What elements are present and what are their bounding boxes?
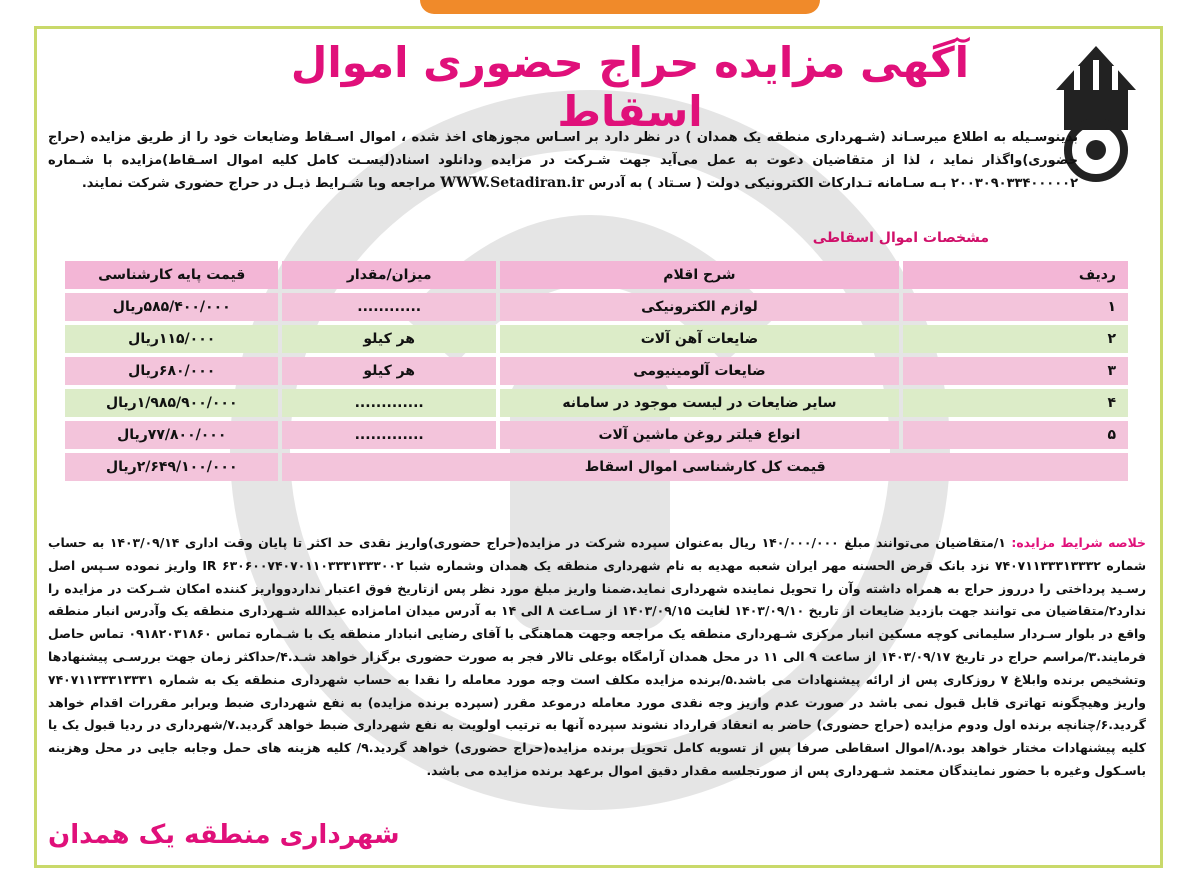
total-value: ۲/۶۴۹/۱۰۰/۰۰۰ریال — [65, 453, 278, 481]
table-row — [65, 357, 1128, 385]
table-row — [65, 325, 1128, 353]
row-price: ۵۸۵/۴۰۰/۰۰۰ریال — [65, 293, 278, 321]
table-header-row — [65, 261, 1128, 289]
row-quantity: هر کیلو — [282, 357, 495, 385]
row-quantity: ............. — [282, 389, 495, 417]
row-description: لوازم الکترونیکی — [500, 293, 899, 321]
top-decoration — [420, 0, 820, 14]
setadiran-link[interactable]: WWW.Setadiran.ir — [440, 175, 584, 191]
table-row — [65, 293, 1128, 321]
conditions-paragraph — [48, 532, 1146, 783]
row-quantity: ............. — [282, 421, 495, 449]
row-description: انواع فیلتر روغن ماشین آلات — [500, 421, 899, 449]
header-row-number: ردیف — [903, 261, 1128, 289]
conditions-label: خلاصه شرایط مزایده: — [1011, 535, 1146, 550]
row-price: ۶۸۰/۰۰۰ریال — [65, 357, 278, 385]
row-price: ۱/۹۸۵/۹۰۰/۰۰۰ریال — [65, 389, 278, 417]
row-quantity: ............ — [282, 293, 495, 321]
total-row — [65, 453, 1128, 481]
row-quantity: هر کیلو — [282, 325, 495, 353]
items-table — [61, 257, 1132, 485]
table-row — [65, 421, 1128, 449]
row-number: ۴ — [903, 389, 1128, 417]
row-description: ضایعات آهن آلات — [500, 325, 899, 353]
row-number: ۳ — [903, 357, 1128, 385]
row-number: ۵ — [903, 421, 1128, 449]
total-label: قیمت کل کارشناسی اموال اسقاط — [282, 453, 1128, 481]
row-number: ۱ — [903, 293, 1128, 321]
conditions-text: ۱/متقاضیان می‌توانند مبلغ ۱۴۰/۰۰۰/۰۰۰ ریال به‌عنوان سپرده شرکت در مزایده(حراج حضوری)واریز نقدی حد اکثر تا پایان وقت اداری ۱۴۰۳/۰۹/۱۴ به حساب شماره ۷۴۰۷۱۱۳۳۳۱۳۳۳۲ نزد بانک قرض الحسنه مهر ایران شعبه مهدیه به نام شهرداری منطقه یک همدان وشماره شبا IR ۶۳۰۶۰۰۷۴۰۷۰۱۱۰۳۳۳۱۳۳۳۰۰۲ واریز نموده سـپس اصل رسـید پرداختی را درروز حراج به همراه داشته وآن را تحویل نماینده شهرداری نماید.ضمنا واریز مبلغ مورد نظر پس ازتاریخ فوق اعتبار نداردوواریز کننده امکان شـرکت در مزایده را ندارد۲/متقاضیان می توانند جهت بازدید ضایعات از تاریخ ۱۴۰۳/۰۹/۱۰ لغایت ۱۴۰۳/۰۹/۱۵ از سـاعت ۸ الی ۱۴ به آدرس میدان امامزاده عبدالله شـهرداری منطقه یک وآدرس انبار منطقه واقع در بلوار سـردار سلیمانی کوچه مسکین انبار مرکزی شـهرداری منطقه یک مراجعه وجهت هماهنگی با آقای رضایی انبادار منطقه یک با شـماره تماس ۰۹۱۸۲۰۳۱۸۶۰ تماس حاصل فرمایند.۳/مراسم حراج در تاریخ ۱۴۰۳/۰۹/۱۷ از ساعت ۹ الی ۱۱ در محل همدان آرامگاه بوعلی تالار فجر به صورت حضوری برگزار خواهد شـد.۴/حداکثر زمان جهت بررسـی پیشنهادها وتشخیص برنده وابلاغ ۷ روزکاری پس از ارائه پیشنهادات می باشد.۵/برنده مزایده مکلف است وجه مورد معامله را نقدا به حساب شهرداری منطقه یک به شماره ۷۴۰۷۱۱۳۳۳۱۳۳۳۱ واریز وهیچگونه تهاتری قابل قبول نمی باشد در صورت عدم واریز وجه نقدی مورد معامله درموعد مقرر (سپرده برنده مزایده) به نفع شهرداری ضبط وبرابر مقررات اقدام خواهد گردید.۶/چنانچه برنده اول ودوم مزایده (حراج حضوری) حاضر به انعقاد قرارداد نشوند سپرده آنها به ترتیب اولویت به نفع شهرداری ضبط خواهد گردید.۷/شهرداری در ردیا قبول یک یا کلیه پیشنهادات مختار خواهد بود.۸/اموال اسقاطی صرفا پس از تسویه کامل تحویل برنده مزایده(حراج حضوری) خواهد گردید.۹/ کلیه هزینه های حمل وجابه جایی در محل وهزینه باسـکول وغیره با حضور نمایندگان معتمد شـهرداری پس از صورتجلسه مقدار دقیق اموال برعهد برنده مزایده می باشد. — [48, 535, 1147, 778]
row-number: ۲ — [903, 325, 1128, 353]
specs-title: مشخصات اموال اسقاطی — [812, 230, 989, 246]
row-description: ضایعات آلومینیومی — [500, 357, 899, 385]
header-quantity: میزان/مقدار — [282, 261, 495, 289]
intro-text: بدینوسـیله به اطلاع میرسـاند (شـهرداری منطقه یک همدان ) در نظر دارد بر اسـاس مجوزهای اخذ شده ، اموال اسـقاط وضایعات خود را از طریق مزایده (حراج حضوری)واگذار نماید ، لذا از متقاضیان دعوت به عمل می‌آید جهت شـرکت در مزایده ودانلود اسناد(لیسـت کامل کلیه اموال اسـقاط)مزایده با شـماره ۲۰۰۳۰۹۰۳۳۴۰۰۰۰۰۲ بـه سـامانه تـدارکات الکترونیکی دولت ( سـتاد ) به آدرس — [48, 130, 1078, 191]
table-row — [65, 389, 1128, 417]
row-price: ۷۷/۸۰۰/۰۰۰ریال — [65, 421, 278, 449]
header-description: شرح اقلام — [500, 261, 899, 289]
row-description: سایر ضایعات در لیست موجود در سامانه — [500, 389, 899, 417]
header-base-price: قیمت پایه کارشناسی — [65, 261, 278, 289]
page-title: آگهی مزایده حراج حضوری اموال اسقاط — [290, 38, 970, 136]
intro-text-end: مراجعه وبا شـرایط ذیـل در حراج حضوری شرکت نمایند. — [81, 176, 436, 191]
intro-paragraph — [48, 126, 1078, 195]
footer-signature: شهرداری منطقه یک همدان — [48, 820, 400, 850]
row-price: ۱۱۵/۰۰۰ریال — [65, 325, 278, 353]
